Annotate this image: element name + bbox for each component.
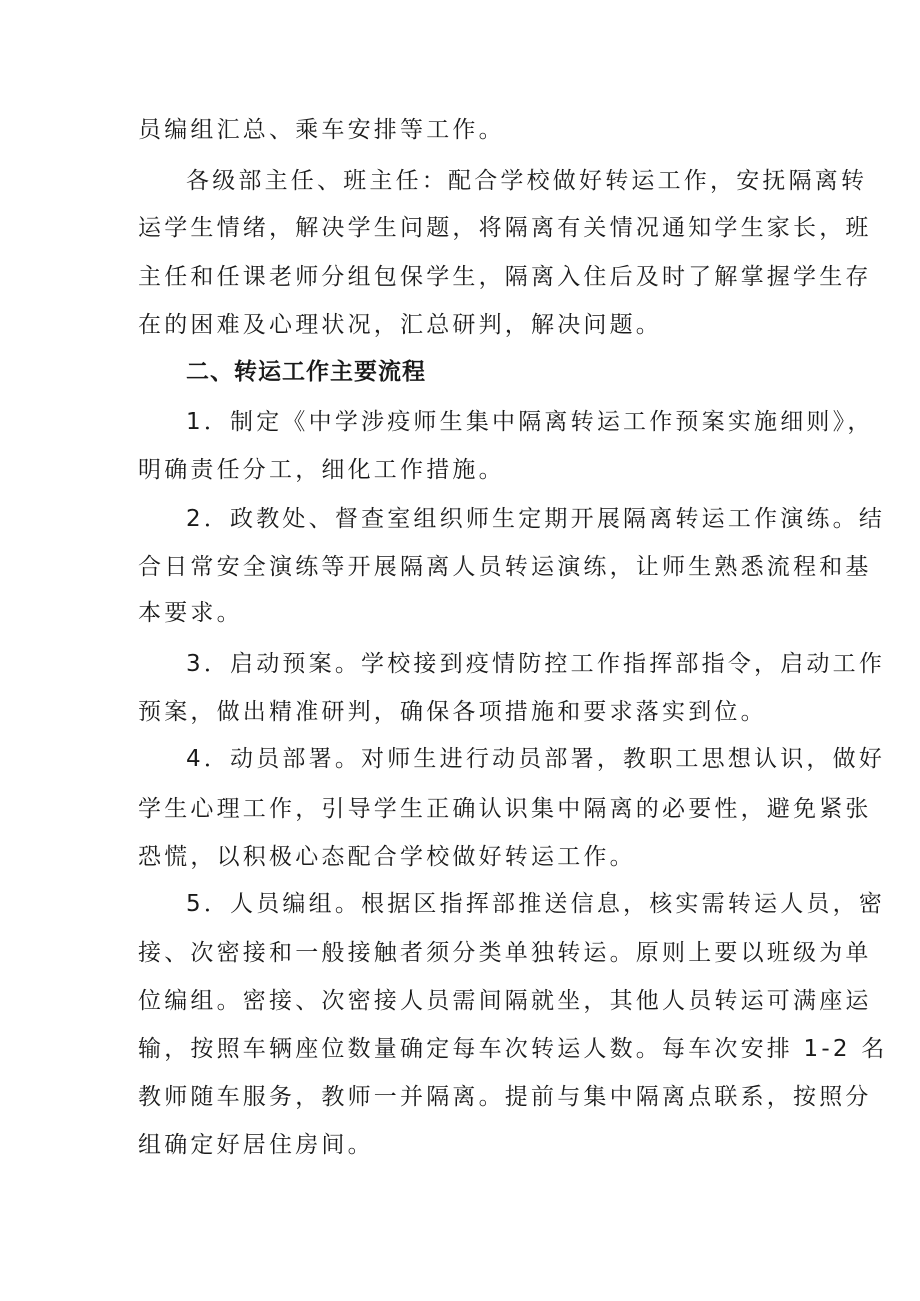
paragraph-line: 5．人员编组。根据区指挥部推送信息，核实需转运人员，密 — [186, 891, 886, 917]
text-line: 接、次密接和一般接触者须分类单独转运。原则上要以班级为单 — [138, 940, 872, 966]
text-line: 恐慌，以积极心态配合学校做好转运工作。 — [138, 844, 636, 870]
text-line: 教师随车服务，教师一并隔离。提前与集中隔离点联系，按照分 — [138, 1084, 872, 1110]
paragraph-line: 4．动员部署。对师生进行动员部署，教职工思想认识，做好 — [186, 746, 886, 772]
text-line: 位编组。密接、次密接人员需间隔就坐，其他人员转运可满座运 — [138, 988, 872, 1014]
text-line: 输，按照车辆座位数量确定每车次转运人数。每车次安排 1-2 名 — [138, 1036, 888, 1062]
paragraph-line: 3．启动预案。学校接到疫情防控工作指挥部指令，启动工作 — [186, 651, 886, 677]
text-line: 合日常安全演练等开展隔离人员转运演练，让师生熟悉流程和基 — [138, 554, 872, 580]
paragraph-line: 各级部主任、班主任：配合学校做好转运工作，安抚隔离转 — [186, 168, 868, 194]
text-line: 预案，做出精准研判，确保各项措施和要求落实到位。 — [138, 699, 767, 725]
text-line: 在的困难及心理状况，汇总研判，解决问题。 — [138, 312, 662, 338]
section-heading: 二、转运工作主要流程 — [186, 359, 426, 385]
text-line: 运学生情绪，解决学生问题，将隔离有关情况通知学生家长，班 — [138, 215, 872, 241]
text-line: 本要求。 — [138, 600, 243, 626]
text-line: 主任和任课老师分组包保学生，隔离入住后及时了解掌握学生存 — [138, 264, 872, 290]
text-line: 组确定好居住房间。 — [138, 1132, 374, 1158]
paragraph-line: 2．政教处、督查室组织师生定期开展隔离转运工作演练。结 — [186, 506, 886, 532]
text-line: 明确责任分工，细化工作措施。 — [138, 457, 505, 483]
text-line: 员编组汇总、乘车安排等工作。 — [138, 117, 505, 143]
text-line: 学生心理工作，引导学生正确认识集中隔离的必要性，避免紧张 — [138, 796, 872, 822]
paragraph-line: 1．制定《中学涉疫师生集中隔离转运工作预案实施细则》， — [186, 409, 874, 435]
